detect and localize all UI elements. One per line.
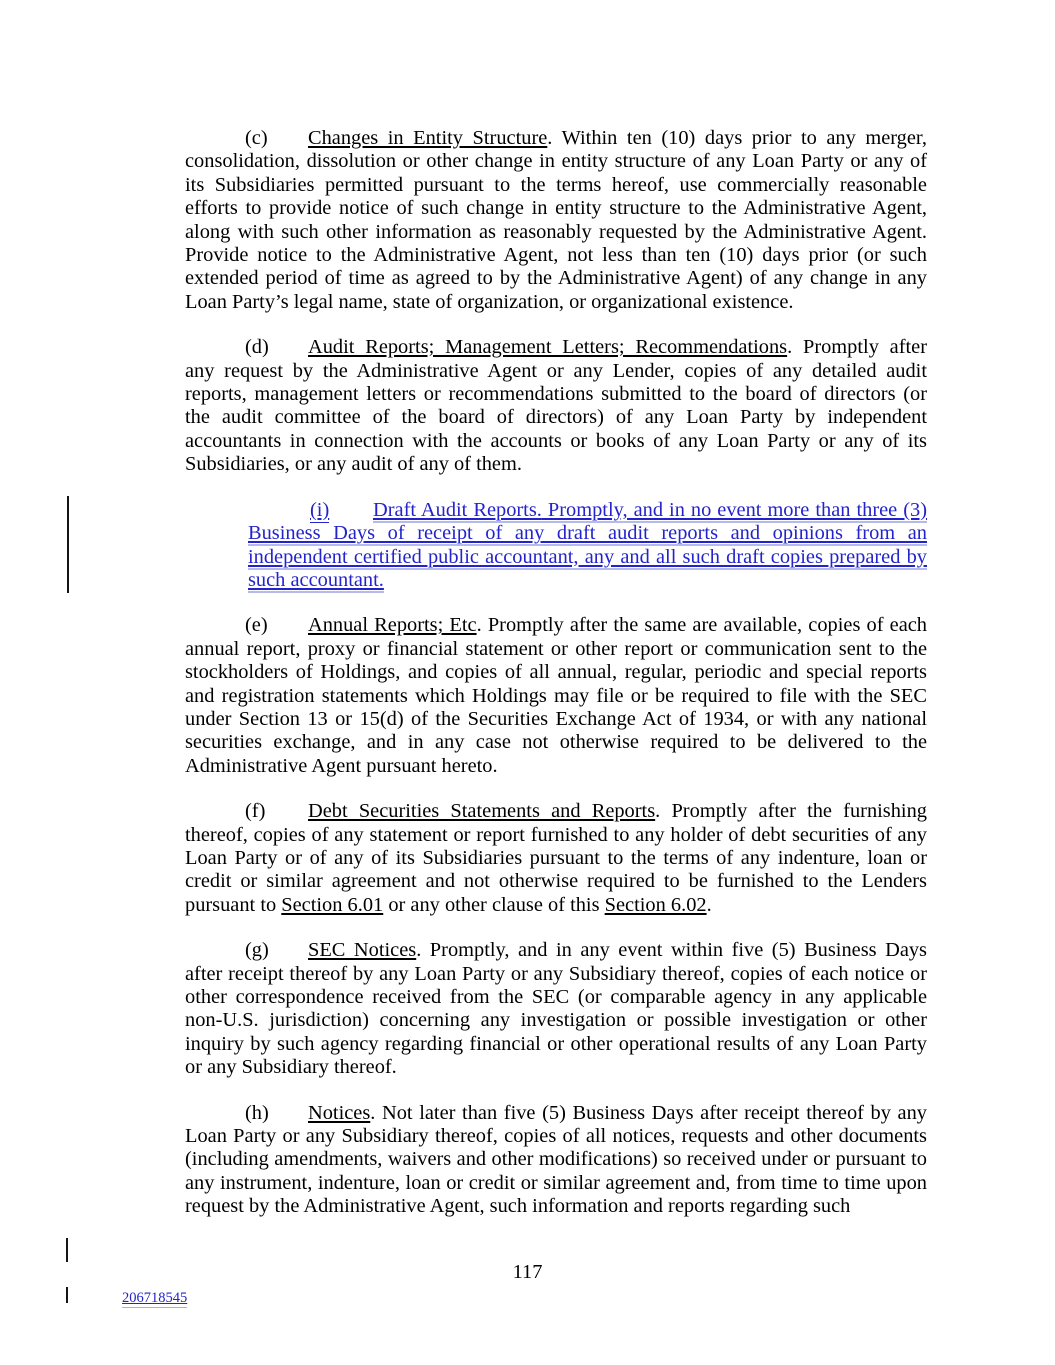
paragraph-d-label: (d) [245, 336, 269, 359]
paragraph-i-inserted [248, 499, 927, 593]
paragraph-f-body-1: . Promptly after the furnishing thereof, copies of any statement or report furnished to any holder of debt securities of any Loan Party or of any of its Subsidiaries pursuant to the terms of any indenture, loan or credit or similar agreement and not otherwise required to be furnished to the Lenders pursuant to [185, 800, 927, 916]
paragraph-e-body: . Promptly after the same are available, copies of each annual report, proxy or financial statement or other report or communication sent to the stockholders of Holdings, and copies of all annual, regular, periodic and special reports and registration statements which Holdings may file or be required to file with the SEC under Section 13 or 15(d) of the Securities Exchange Act of 1934, or with any national securities exchange, and in any case not otherwise required to be delivered to the Administrative Agent pursuant hereto. [185, 614, 927, 777]
paragraph-i-label [310, 499, 373, 522]
paragraph-f-label: (f) [245, 800, 266, 823]
paragraph-f-heading: Debt Securities Statements and Reports [308, 800, 656, 823]
paragraph-c [185, 127, 927, 314]
paragraph-e-heading: Annual Reports; Etc [308, 614, 477, 637]
paragraph-c-body: . Within ten (10) days prior to any merger, consolidation, dissolution or other change in entity structure of any Loan Party or any of its Subsidiaries permitted pursuant to the terms hereof, use commercially reasonable efforts to provide notice of such change in entity structure to the Administrative Agent, along with such other information as reasonably requested by the Administrative Agent. Provide notice to the Administrative Agent, not less than ten (10) days prior (or such extended period of time as agreed to by the Administrative Agent) of any change in any Loan Party’s legal name, state of organization, or organizational existence. [185, 127, 928, 313]
section-6-02-reference: Section 6.02 [604, 893, 707, 916]
doc-id-footer [122, 1287, 187, 1310]
paragraph-e [185, 614, 927, 778]
paragraph-c-heading: Changes in Entity Structure [308, 127, 548, 149]
paragraph-f [185, 800, 927, 917]
paragraph-d-body: . Promptly after any request by the Administrative Agent or any Lender, copies of any detailed audit reports, management letters or recommendations submitted to the board of directors (or the audit committee of the board of directors) of any Loan Party by independent accountants in connection with the accounts or books of any Loan Party or any of its Subsidiaries, or any audit of any of them. [185, 336, 927, 476]
paragraph-h-heading: Notices [308, 1101, 371, 1124]
paragraph-d [185, 336, 927, 476]
paragraph-h [185, 1102, 927, 1219]
paragraph-h-label: (h) [245, 1101, 269, 1124]
paragraph-i-label-text: (i) [310, 498, 330, 521]
paragraph-g-label: (g) [245, 939, 269, 962]
paragraph-f-body-3: . [706, 893, 712, 916]
paragraph-c-label: (c) [245, 127, 268, 149]
paragraph-i-heading: Draft Audit Reports. [373, 498, 542, 521]
paragraph-g [185, 939, 927, 1079]
change-bar-insertion [67, 496, 69, 594]
paragraph-e-label: (e) [245, 614, 268, 637]
paragraph-f-body-2: or any other clause of this [383, 893, 605, 916]
section-6-01-reference: Section 6.01 [281, 893, 384, 916]
change-bar-footer-2 [66, 1287, 68, 1303]
doc-id-text: 206718545 [122, 1290, 188, 1306]
paragraph-d-heading: Audit Reports; Management Letters; Recommendations [308, 336, 788, 359]
paragraph-h-body: . Not later than five (5) Business Days after receipt thereof by any Loan Party or any Subsidiary thereof, copies of all notices, requests and other documents (including amendments, waivers and other modifications) so received under or pursuant to any instrument, indenture, loan or credit or similar agreement and, from time to time upon request by the Administrative Agent, such information and reports regarding such [185, 1101, 927, 1218]
page-number: 117 [512, 1261, 543, 1283]
change-bar-footer-1 [66, 1238, 68, 1262]
document-body [185, 127, 927, 1241]
paragraph-g-body: . Promptly, and in any event within five (5) Business Days after receipt thereof by any Loan Party or any Subsidiary thereof, copies of each notice or other correspondence received from the SEC (or comparable agency in any applicable non-U.S. jurisdiction) concerning any investigation or possible investigation or other inquiry by such agency regarding financial or other operational results of any Loan Party or any Subsidiary thereof. [185, 939, 927, 1079]
paragraph-g-heading: SEC Notices [308, 939, 417, 962]
paragraph-i-body: Promptly, and in no event more than three (3) Business Days of receipt of any draft audit reports and opinions from an independent certified public accountant, any and all such draft copies prepared by such accountant. [248, 498, 927, 591]
